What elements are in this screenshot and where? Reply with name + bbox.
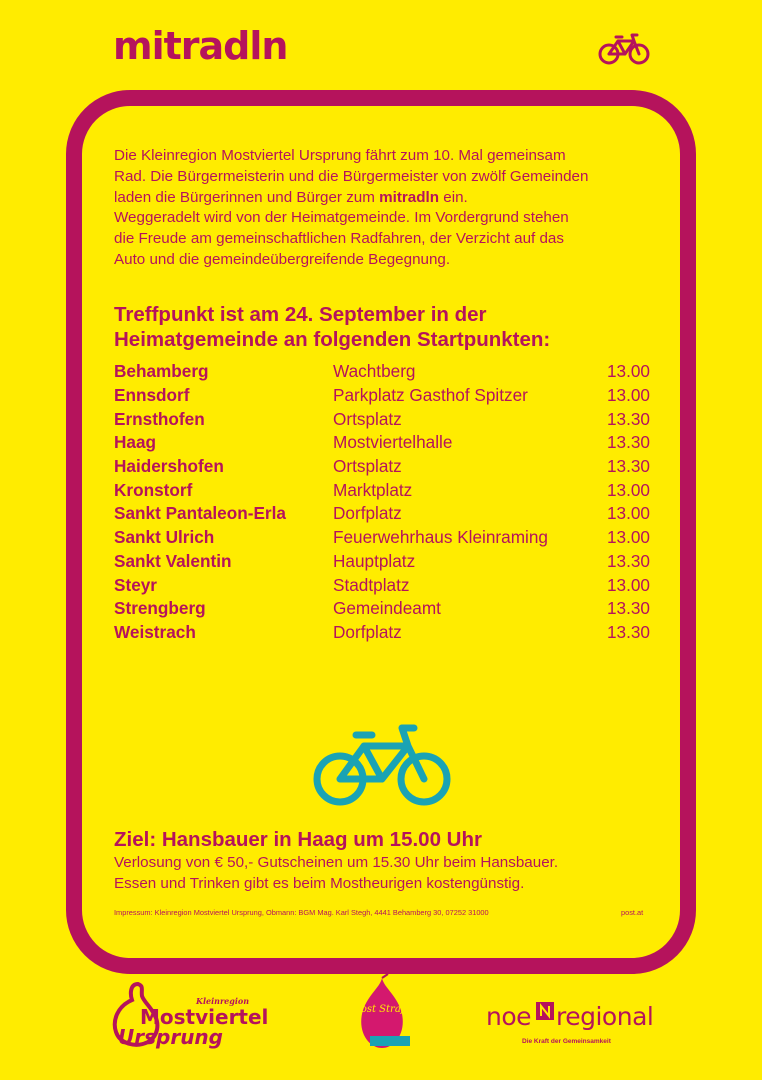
intro-line: Die Kleinregion Mostviertel Ursprung fährt zum 10. Mal gemeinsam [114,147,566,164]
intro-line: Auto und die gemeindeübergreifende Begegnung. [114,250,451,268]
start-place: Gemeindeamt [333,598,441,619]
intro-text-part: laden die Bürgerinnen und Bürger zum [114,188,380,206]
goal-details [114,852,558,894]
moststrasse-logo [350,974,414,1054]
post-credit: post.at [621,908,644,917]
start-time: 13.30 [606,456,650,477]
intro-brand-mention: mitradln [379,188,440,206]
start-place: Hauptplatz [333,550,416,571]
start-point-row [114,573,650,597]
start-town: Weistrach [114,621,196,642]
brand-logo: mitradln [113,24,288,68]
imprint-text: Impressum: Kleinregion Mostviertel Ursprung, Obmann: BGM Mag. Karl Stegh, 4441 Behamberg 30, 07252 31000 [114,908,489,917]
start-time: 13.00 [606,503,650,524]
start-town: Kronstorf [114,479,193,500]
start-town: Haidershofen [114,456,224,477]
intro-line [114,188,654,209]
start-point-row [114,550,650,574]
bicycle-icon [598,32,650,66]
start-time: 13.00 [606,527,650,548]
start-place: Dorfplatz [333,503,402,524]
meeting-heading-line: Heimatgemeinde an folgenden Startpunkten: [114,328,551,351]
start-point-row [114,597,650,621]
start-place: Parkplatz Gasthof Spitzer [333,385,528,406]
start-town: Sankt Ulrich [114,527,215,548]
mostviertel-ursprung-logo [108,980,269,1050]
start-town: Sankt Valentin [114,550,232,571]
intro-text [114,146,654,271]
start-place: Dorfplatz [333,621,402,642]
start-points-list [114,360,650,644]
logo-text: Mostviertel [140,1005,269,1029]
start-time: 13.30 [606,621,650,642]
start-place: Stadtplatz [333,574,410,595]
start-town: Steyr [114,574,157,595]
start-point-row [114,502,650,526]
start-time: 13.30 [606,550,650,571]
start-place: Feuerwehrhaus Kleinraming [333,527,548,548]
meeting-heading-line: Treffpunkt ist am 24. September in der [114,303,487,326]
start-time: 13.00 [606,361,650,382]
start-point-row [114,360,650,384]
intro-line: Rad. Die Bürgermeisterin und die Bürgermeister von zwölf Gemeinden [114,167,589,185]
start-place: Ortsplatz [333,408,402,429]
start-point-row [114,478,650,502]
intro-line: Weggeradelt wird von der Heimatgemeinde. Im Vordergrund stehen [114,209,569,227]
logo-tagline: Die Kraft der Gemeinsamkeit [522,1038,611,1045]
start-place: Ortsplatz [333,456,402,477]
logo-text: Ursprung [118,1025,223,1049]
intro-text-part: ein. [439,188,468,206]
start-point-row [114,431,650,455]
start-town: Haag [114,432,157,453]
goal-detail-line: Essen und Trinken gibt es beim Mostheurigen kostengünstig. [114,875,525,892]
start-town: Sankt Pantaleon-Erla [114,503,286,524]
start-time: 13.00 [606,385,650,406]
start-point-row [114,384,650,408]
bicycle-icon [312,722,452,808]
start-place: Mostviertelhalle [333,432,453,453]
logo-text: Most Straße [350,1004,414,1015]
start-time: 13.30 [606,598,650,619]
start-time: 13.30 [606,408,650,429]
start-point-row [114,621,650,645]
start-point-row [114,526,650,550]
logo-text: regional [556,1002,654,1031]
logo-text: Kleinregion [196,996,250,1006]
intro-line: die Freude am gemeinschaftlichen Radfahren, der Verzicht auf das [114,230,564,248]
start-place: Wachtberg [333,361,416,382]
start-point-row [114,455,650,479]
noe-regional-logo [486,1002,654,1050]
logo-text: noe [486,1002,532,1031]
meeting-heading [114,302,654,352]
start-place: Marktplatz [333,479,413,500]
noe-flag-icon [536,1002,554,1020]
start-town: Ernsthofen [114,408,205,429]
start-town: Ennsdorf [114,385,190,406]
goal-detail-line: Verlosung von € 50,- Gutscheinen um 15.30 Uhr beim Hansbauer. [114,854,559,871]
start-town: Behamberg [114,361,209,382]
start-town: Strengberg [114,598,206,619]
goal-heading: Ziel: Hansbauer in Haag um 15.00 Uhr [114,828,482,851]
start-point-row [114,407,650,431]
start-time: 13.00 [606,479,650,500]
start-time: 13.30 [606,432,650,453]
start-time: 13.00 [606,574,650,595]
